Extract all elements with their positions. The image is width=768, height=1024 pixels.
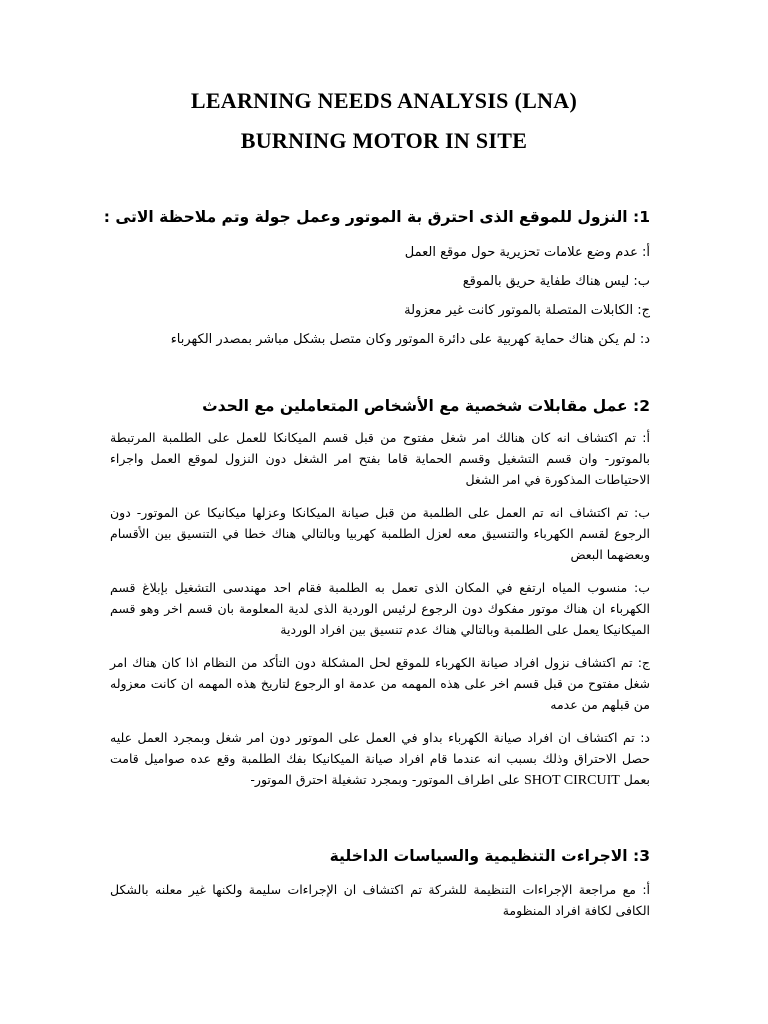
section-1-item: د: لم يكن هناك حماية كهربية على دائرة الموتور وكان متصل بشكل مباشر بمصدر الكهرباء [170,332,650,347]
section-1-item: أ: عدم وضع علامات تحزيرية حول موقع العمل [404,245,650,260]
section-1-item: ب: ليس هناك طفاية حريق بالموقع [462,274,650,289]
paragraph-text: على اطراف الموتور- وبمجرد تشغيلة احترق الموتور- [250,772,521,787]
section-2-paragraph: ب: تم اكتشاف انه تم العمل على الطلمبة من قبل صيانة الميكانكا وعزلها ميكانيكا عن الموتور- دون الرجوع لقسم الكهرباء والتنسيق معه لعزل الطلمبة كهربيا وبالتالي هناك خطا في التنسيق بين الأقسام وبعضهما البعض [110,505,650,562]
short-circuit-term: SHOT CIRCUIT [524,773,620,788]
document-title: LEARNING NEEDS ANALYSIS (LNA) [190,88,578,113]
paragraph-text: د: تم اكتشاف ان افراد صيانة الكهرباء بداو في العمل على الموتور دون امر شغل وبمجرد العمل عليه حصل الاحتراق وذلك بسبب انه عندما قام افراد صيانة الميكانيكا بفك الطلمبة وقع عده صواميل قامت بعمل [110,730,650,787]
section-2-paragraph: ب: منسوب المياه ارتفع في المكان الذى تعمل به الطلمبة فقام احد مهندسى التشغيل بإبلاغ قسم الكهرباء ان هناك موتور مفكوك دون الرجوع لرئيس الوردية الذى لدية المعلومة بان قسم اخر وهو قسم الميكانيكا يعمل على الطلمبة وبالتالي هناك عدم تنسيق بين افراد الوردية [110,580,650,637]
section-3 [110,845,650,921]
section-3-paragraph: أ: مع مراجعة الإجراءات التنظيمة للشركة تم اكتشاف ان الإجراءات سليمة ولكنها غير معلنه بالشكل الكافى لكافة افراد المنظومة [110,882,650,918]
section-2-paragraph-d [110,727,650,791]
section-1-heading: 1: النزول للموقع الذى احترق بة الموتور وعمل جولة وتم ملاحظة الاتى : [103,208,650,226]
section-3-heading: 3: الاجراءت التنظيمية والسياسات الداخلية [329,847,650,865]
section-2 [110,395,650,791]
section-2-paragraph: أ: تم اكتشاف انه كان هنالك امر شغل مفتوح من قبل قسم الميكانكا للعمل على الطلمبة المرتبطة بالموتور- وان قسم التشغيل وقسم الحماية قاما بفتح امر الشغل دون النزول لموقع العمل واجراء الاحتياطات المذكورة في امر الشغل [110,430,650,487]
section-2-paragraph: ج: تم اكتشاف نزول افراد صيانة الكهرباء للموقع لحل المشكلة دون التأكد من النظام اذا كان هناك امر شغل مفتوح من قبل قسم اخر على هذه المهمه من عدمة او الرجوع لتاريخ هذه المهمه ان كانت معزوله من قبلهم من عدمه [110,655,650,712]
section-2-heading: 2: عمل مقابلات شخصية مع الأشخاص المتعاملين مع الحدث [202,397,650,415]
section-1 [103,206,650,352]
section-1-item: ج: الكابلات المتصلة بالموتور كانت غير معزولة [404,303,650,318]
document-subtitle: BURNING MOTOR IN SITE [240,128,528,153]
